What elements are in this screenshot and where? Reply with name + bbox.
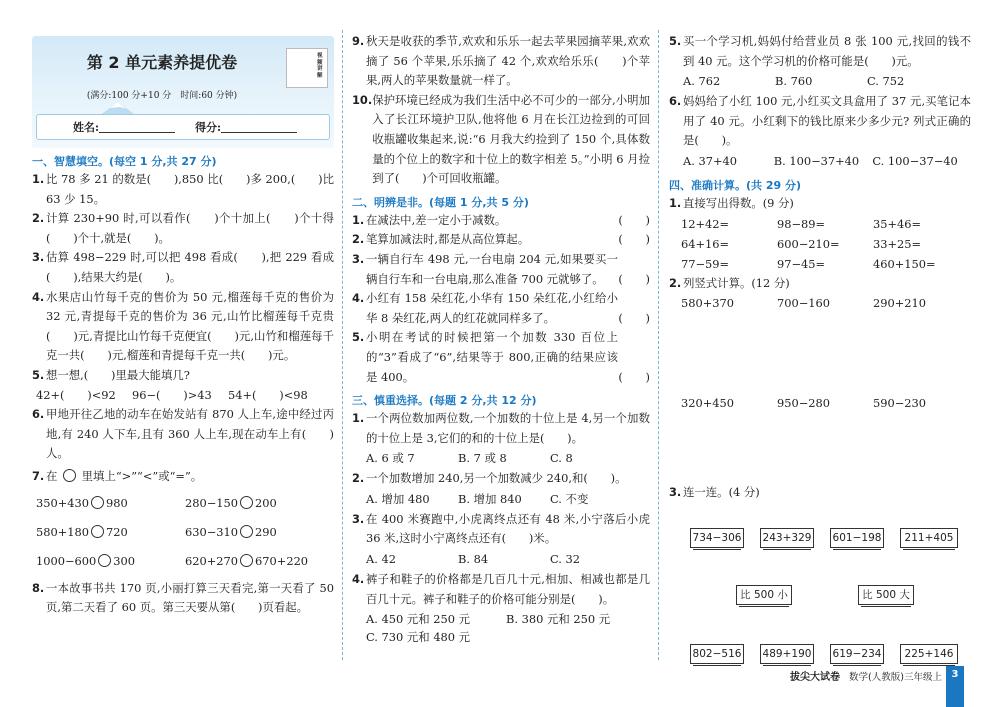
question-text: 比 78 多 21 的数是( ),850 比( )多 200,( )比 63 少 15。 — [46, 172, 334, 206]
question-text: 甲地开往乙地的动车在始发站有 870 人上车,途中经过丙地,有 240 人下车,且有 360 人上车,现在动车上有( )人。 — [46, 407, 334, 461]
question-number: 1. — [669, 195, 682, 210]
question-text: 水果店山竹每千克的售价为 50 元,榴莲每千克的售价为 32 元,青提每千克的售价为 36 元,山竹比榴莲每千克贵( )元,青提比山竹每千克便宜( )元,山竹和榴莲每千克一共( )元,榴莲和青提每千克一共( )元。 — [46, 289, 334, 363]
question — [669, 92, 971, 151]
expr: 630−310 — [185, 524, 239, 539]
section-heading: 二、明辨是非。(每题 1 分,共 5 分) — [352, 195, 529, 209]
calc-item: 460+150= — [873, 256, 936, 271]
footer-subject: 数学(人教版)三年级上 — [849, 672, 942, 683]
calc-item: 700−160 — [777, 296, 831, 311]
option[interactable]: A. 42 — [366, 552, 396, 567]
question — [32, 288, 334, 366]
compare-circle[interactable] — [91, 496, 104, 509]
option[interactable]: A. 37+40 — [683, 153, 737, 168]
question-text: 直接写出得数。(9 分) — [683, 195, 794, 210]
match-expression[interactable]: 243+329 — [760, 528, 814, 548]
option[interactable]: A. 增加 480 — [366, 491, 430, 506]
question-number: 2. — [669, 275, 682, 290]
name-label: 姓名: — [73, 121, 100, 134]
compare-circle[interactable] — [98, 554, 111, 567]
question — [669, 274, 971, 294]
expr: 1000−600 — [36, 553, 97, 568]
question-number: 1. — [352, 212, 365, 227]
options — [352, 489, 650, 510]
calc-item: 98−89= — [777, 216, 826, 231]
answer-paren[interactable]: ( ) — [618, 310, 650, 325]
expr: 980 — [106, 495, 128, 510]
question-text: 保护环境已经成为我们生活中必不可少的一部分,小明加入了长江环境护卫队,他将他 6 月在长江边捡到的可回收瓶罐收集起来,说:“6 月我大约捡到了 150 个,具体数量的个位上的数字和十位上的数字相差 5。”小明 6 月捡到了( )个可回收瓶罐。 — [372, 92, 650, 186]
question — [32, 209, 334, 248]
options — [352, 549, 650, 570]
compare-circle[interactable] — [240, 554, 253, 567]
expr: 670+220 — [255, 553, 309, 568]
option[interactable]: B. 760 — [775, 74, 813, 89]
column-divider — [342, 30, 343, 660]
question — [352, 570, 650, 609]
compare-item — [36, 518, 185, 547]
match-expression[interactable]: 619−234 — [830, 644, 884, 664]
option[interactable]: A. 762 — [683, 74, 721, 89]
question — [32, 467, 334, 487]
question — [669, 194, 971, 214]
question-number: 4. — [32, 289, 45, 304]
compare-item — [185, 518, 334, 547]
question-number: 10. — [352, 92, 373, 107]
question-number: 9. — [352, 34, 365, 48]
option[interactable]: B. 7 或 8 — [458, 451, 507, 466]
calc-item: 590−230 — [873, 396, 927, 411]
calc-item: 600−210= — [777, 236, 840, 251]
vertical-calc-row — [669, 293, 971, 393]
option[interactable]: B. 380 元和 250 元 — [506, 612, 611, 627]
true-false-item — [352, 250, 650, 289]
match-expression[interactable]: 802−516 — [690, 644, 744, 664]
question — [352, 91, 650, 189]
answer-paren[interactable]: ( ) — [618, 232, 650, 247]
calc-row — [669, 254, 971, 274]
question — [669, 32, 971, 71]
video-label: 视频讲解 — [317, 53, 323, 79]
question-text: 小红有 158 朵红花,小华有 150 朵红花,小红给小华 8 朵红花,两人的红花就同样多了。 — [366, 291, 618, 325]
column-1 — [32, 30, 334, 618]
question-number: 4. — [352, 291, 365, 306]
section-heading: 一、智慧填空。(每空 1 分,共 27 分) — [32, 155, 217, 168]
expr: 620+270 — [185, 553, 239, 568]
expr: 300 — [113, 553, 136, 568]
option[interactable]: C. 8 — [550, 451, 573, 466]
calc-item: 580+370 — [681, 296, 735, 311]
page-number: 3 — [946, 666, 964, 683]
option[interactable]: C. 752 — [867, 74, 905, 89]
question — [32, 366, 334, 386]
answer-paren[interactable]: ( ) — [618, 369, 650, 384]
match-target[interactable]: 比 500 小 — [736, 585, 792, 605]
question — [352, 510, 650, 549]
question-number: 1. — [32, 172, 45, 186]
option[interactable]: C. 100−37−40 — [872, 153, 958, 168]
calc-item: 33+25= — [873, 236, 922, 251]
question-number: 7. — [32, 468, 45, 483]
question — [32, 170, 334, 209]
compare-item — [36, 547, 185, 576]
true-false-item — [352, 211, 650, 231]
options — [669, 151, 971, 172]
header-banner — [32, 36, 334, 148]
question — [352, 32, 650, 91]
compare-item — [36, 489, 185, 518]
inequality-row — [32, 386, 334, 406]
question-number: 2. — [352, 232, 365, 247]
student-info-box — [36, 114, 330, 140]
option[interactable]: A. 450 元和 250 元 — [366, 612, 470, 627]
compare-item — [185, 489, 334, 518]
vertical-calc-row — [669, 393, 971, 483]
option[interactable]: A. 6 或 7 — [366, 451, 415, 466]
question-number: 5. — [352, 330, 365, 345]
calc-row — [669, 214, 971, 234]
option[interactable]: B. 84 — [458, 552, 489, 567]
calc-item: 320+450 — [681, 396, 735, 411]
question-text-pre: 在 — [46, 468, 58, 483]
question-text: 裤子和鞋子的价格都是几百几十元,相加、相减也都是几百几十元。裤子和鞋子的价格可能分别是( )。 — [366, 572, 650, 606]
inequality-item: 96−( )>43 — [132, 387, 212, 402]
calc-item: 64+16= — [681, 236, 730, 251]
expr: 720 — [106, 524, 128, 539]
option[interactable]: B. 100−37+40 — [773, 153, 860, 168]
question — [32, 248, 334, 287]
calc-item: 77−59= — [681, 256, 730, 271]
question-number: 2. — [352, 471, 365, 486]
option[interactable]: C. 不变 — [550, 491, 589, 506]
question — [352, 469, 650, 489]
inequality-item: 42+( )<92 — [36, 387, 116, 402]
question — [669, 483, 971, 503]
match-expression[interactable]: 601−198 — [830, 528, 884, 548]
question-text: 一个加数增加 240,另一个加数减少 240,和( )。 — [366, 471, 627, 486]
column-2 — [352, 30, 650, 648]
true-false-item — [352, 328, 650, 387]
compare-row — [36, 489, 334, 518]
question-number: 1. — [352, 411, 365, 426]
compare-circle[interactable] — [240, 496, 253, 509]
expr: 280−150 — [185, 495, 239, 510]
expr: 580+180 — [36, 524, 90, 539]
question-number: 6. — [669, 94, 682, 109]
compare-grid — [32, 489, 334, 576]
calc-item: 97−45= — [777, 256, 826, 271]
question-text — [46, 467, 334, 487]
question-number: 8. — [32, 580, 45, 595]
column-divider — [658, 30, 659, 660]
question-text: 列竖式计算。(12 分) — [683, 275, 790, 290]
score-field[interactable] — [221, 121, 297, 133]
compare-item — [185, 547, 334, 576]
question-text: 连一连。(4 分) — [683, 485, 760, 500]
question-text: 在 400 米赛跑中,小虎离终点还有 48 米,小宁落后小虎 36 米,这时小宁离终点还有( )米。 — [366, 511, 650, 546]
option[interactable]: C. 32 — [550, 552, 581, 567]
option[interactable]: C. 730 元和 480 元 — [366, 630, 471, 645]
question-text-post: 里填上“>”“<”或“=”。 — [81, 468, 203, 483]
question-number: 5. — [669, 34, 682, 48]
section-heading: 三、慎重选择。(每题 2 分,共 12 分) — [352, 394, 537, 408]
question-number: 6. — [32, 407, 45, 422]
calc-item: 35+46= — [873, 216, 922, 231]
match-expression[interactable]: 489+190 — [760, 644, 814, 664]
option[interactable]: B. 增加 840 — [458, 491, 522, 506]
inequality-item: 54+( )<98 — [228, 387, 308, 402]
question-text: 一个两位数加两位数,一个加数的十位上是 4,另一个加数的十位上是 3,它们的和的十位上是( )。 — [366, 411, 650, 445]
page-tab-decoration — [946, 683, 964, 707]
question-number: 4. — [352, 572, 365, 587]
question-number: 3. — [352, 511, 365, 526]
question-number: 2. — [32, 211, 45, 226]
question-text: 估算 498−229 时,可以把 498 看成( ),把 229 看成( ),结果大约是( )。 — [46, 250, 334, 284]
compare-circle-icon — [63, 469, 76, 482]
question — [32, 579, 334, 618]
question-text: 计算 230+90 时,可以看作( )个十加上( )个十得( )个十,就是( )。 — [46, 211, 334, 245]
question-text: 买一个学习机,妈妈付给营业员 8 张 100 元,找回的钱不到 40 元。这个学习机的价格可能是( )元。 — [683, 34, 971, 68]
score-label: 得分: — [195, 121, 222, 134]
question-number: 3. — [32, 250, 45, 265]
calc-row — [669, 234, 971, 254]
calc-item: 12+42= — [681, 216, 730, 231]
calc-item: 290+210 — [873, 296, 927, 311]
question-number: 3. — [352, 251, 365, 266]
compare-circle[interactable] — [91, 525, 104, 538]
options — [669, 71, 971, 92]
question — [352, 409, 650, 448]
question-text: 想一想,( )里最大能填几? — [46, 367, 190, 382]
true-false-item — [352, 289, 650, 328]
page-title: 第 2 单元素养提优卷 — [86, 53, 238, 72]
match-target[interactable]: 比 500 大 — [858, 585, 914, 605]
footer-brand: 拔尖大试卷 — [790, 672, 840, 683]
question-text: 小明在考试的时候把第一个加数 330 百位上的“3”看成了“6”,结果等于 800,正确的结果应该是 400。 — [366, 330, 618, 384]
answer-paren[interactable]: ( ) — [618, 271, 650, 286]
column-3 — [669, 30, 971, 503]
question-number: 5. — [32, 367, 45, 382]
true-false-item — [352, 230, 650, 250]
compare-row — [36, 518, 334, 547]
footer — [790, 668, 942, 683]
expr: 350+430 — [36, 495, 90, 510]
question-text: 笔算加减法时,都是从高位算起。 — [366, 232, 530, 247]
options — [352, 627, 650, 648]
question-number: 3. — [669, 485, 682, 500]
question-text: 一本故事书共 170 页,小丽打算三天看完,第一天看了 50 页,第二天看了 60 页。第三天要从第( )页看起。 — [46, 580, 334, 615]
section-heading: 四、准确计算。(共 29 分) — [669, 178, 802, 192]
score-info: (满分:100 分+10 分 时间:60 分钟) — [86, 91, 238, 101]
question-text: 在减法中,差一定小于减数。 — [366, 212, 507, 227]
match-expression[interactable]: 225+146 — [900, 644, 958, 664]
options — [352, 448, 650, 469]
calc-item: 950−280 — [777, 396, 831, 411]
expr: 290 — [255, 524, 277, 539]
question — [32, 405, 334, 464]
question-text: 妈妈给了小红 100 元,小红买文具盒用了 37 元,买笔记本用了 40 元。小红剩下的钱比原来少多少元? 列式正确的是( )。 — [683, 94, 971, 148]
compare-circle[interactable] — [240, 525, 253, 538]
match-expression[interactable]: 734−306 — [690, 528, 744, 548]
compare-row — [36, 547, 334, 576]
name-field[interactable] — [99, 121, 175, 133]
expr: 200 — [255, 495, 277, 510]
match-expression[interactable]: 211+405 — [900, 528, 958, 548]
question-text: 秋天是收获的季节,欢欢和乐乐一起去苹果园摘苹果,欢欢摘了 56 个苹果,乐乐摘了 42 个,欢欢给乐乐( )个苹果,两人的苹果数量就一样了。 — [366, 34, 650, 88]
answer-paren[interactable]: ( ) — [618, 212, 650, 227]
qr-code[interactable] — [286, 48, 328, 88]
question-text: 一辆自行车 498 元,一台电扇 204 元,如果要买一辆自行车和一台电扇,那么准备 700 元就够了。 — [366, 251, 618, 286]
